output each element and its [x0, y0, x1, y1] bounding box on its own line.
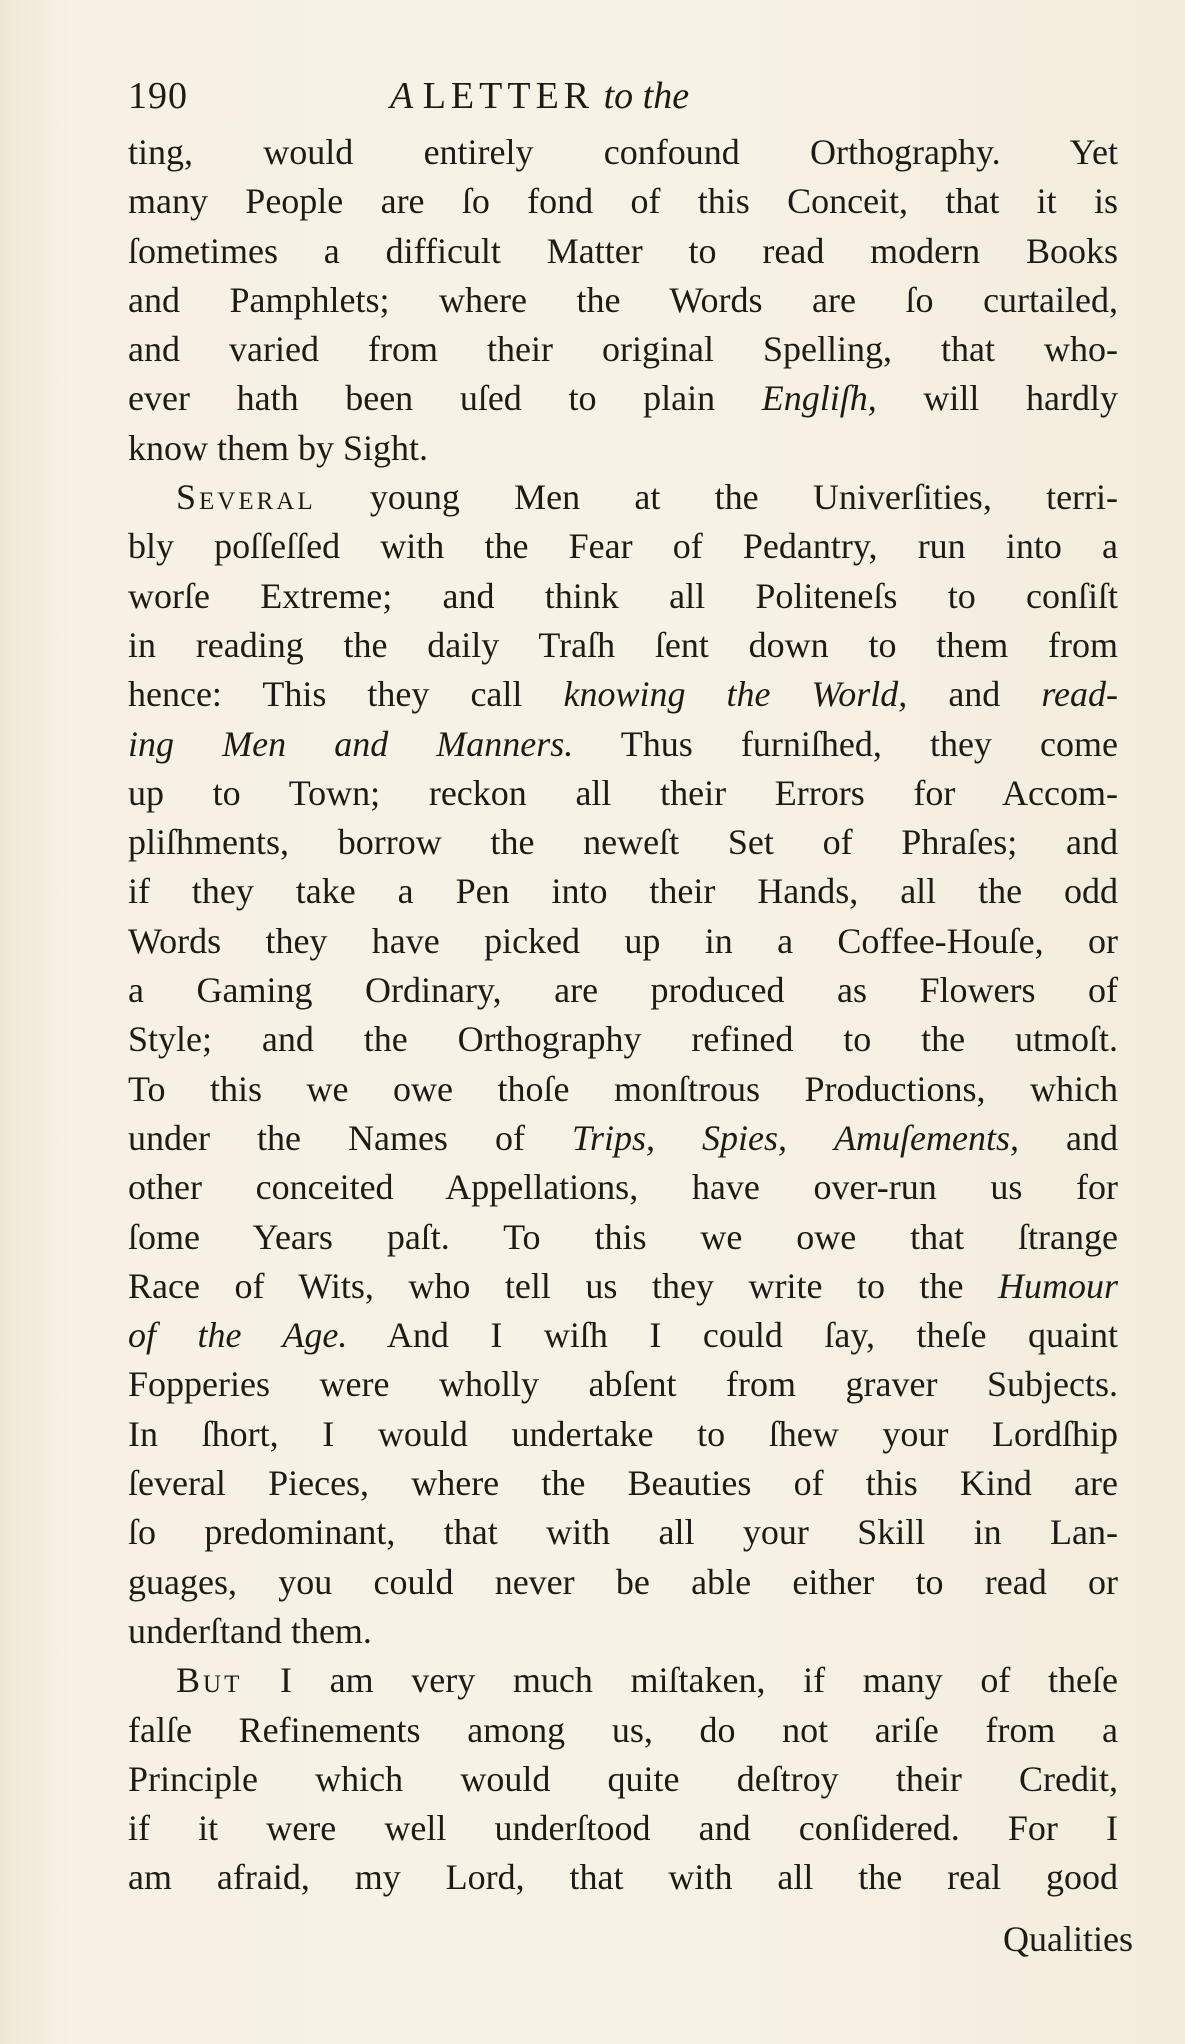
- text-line-25: [128, 1311, 1118, 1360]
- text-line-2: many People are ſo fond of this Conceit, that it is: [128, 181, 1118, 222]
- text-line-9: bly poſſeſſed with the Fear of Pedantry, run into a: [128, 526, 1118, 567]
- text-line-33: falſe Refinements among us, do not ariſe from a: [128, 1709, 1118, 1750]
- italic-trips: Trips,: [571, 1117, 656, 1158]
- running-title-letter: LETTER: [422, 75, 595, 117]
- text-line-30: guages, you could never be able either to read or: [128, 1561, 1118, 1602]
- small-caps-but: But: [176, 1660, 243, 1701]
- text-line-32a: I am very much miſtaken, if many of theſe: [280, 1660, 1118, 1701]
- text-line-6b: will hardly: [923, 378, 1118, 419]
- italic-spies: Spies,: [702, 1117, 788, 1158]
- text-line-12b: and: [948, 674, 1001, 715]
- running-title-a: A: [390, 75, 414, 117]
- text-line-32: [128, 1656, 1118, 1705]
- text-line-25a: And I wiſh I could ſay, theſe quaint: [386, 1315, 1118, 1356]
- catchword: Qualities: [1003, 1919, 1133, 1959]
- text-line-26: Fopperies were wholly abſent from graver Subjects.: [128, 1364, 1118, 1405]
- italic-knowing-world: knowing the World,: [563, 674, 908, 715]
- text-line-21a: under the Names of: [128, 1117, 525, 1158]
- text-line-24a: Race of Wits, who tell us they write to the: [128, 1265, 964, 1306]
- text-line-5: and varied from their original Spelling, that who-: [128, 329, 1118, 370]
- text-line-6a: ever hath been uſed to plain: [128, 378, 716, 419]
- text-line-7: know them by Sight.: [128, 427, 429, 468]
- text-line-13: [128, 720, 1118, 769]
- italic-of-the-age: of the Age.: [128, 1315, 348, 1356]
- page-number: 190: [128, 75, 188, 117]
- text-line-4: and Pamphlets; where the Words are ſo curtailed,: [128, 279, 1118, 320]
- text-line-15: pliſhments, borrow the neweſt Set of Phraſes; and: [128, 822, 1118, 863]
- text-line-24: [128, 1262, 1118, 1311]
- text-line-20: To this we owe thoſe monſtrous Productions, which: [128, 1068, 1118, 1109]
- text-line-8a: young Men at the Univerſities, terri-: [369, 477, 1118, 518]
- text-line-11: in reading the daily Traſh ſent down to them from: [128, 624, 1118, 665]
- text-line-10: worſe Extreme; and think all Politeneſs to conſiſt: [128, 575, 1118, 616]
- text-line-19: Style; and the Orthography refined to the utmoſt.: [128, 1019, 1118, 1060]
- running-header: [128, 64, 1128, 124]
- text-line-12a: hence: This they call: [128, 674, 523, 715]
- text-line-16: if they take a Pen into their Hands, all the odd: [128, 871, 1118, 912]
- text-line-3: ſometimes a difficult Matter to read modern Books: [128, 230, 1118, 271]
- italic-amusements: Amuſements,: [834, 1117, 1020, 1158]
- text-line-17: Words they have picked up in a Coffee-Houſe, or: [128, 920, 1118, 961]
- text-line-6: [128, 374, 1118, 423]
- text-line-18: a Gaming Ordinary, are produced as Flowers of: [128, 970, 1118, 1011]
- text-line-14: up to Town; reckon all their Errors for Accom-: [128, 772, 1118, 813]
- text-line-23: ſome Years paſt. To this we owe that ſtrange: [128, 1216, 1118, 1257]
- text-line-12: [128, 670, 1118, 719]
- small-caps-several: Several: [176, 477, 316, 518]
- running-title-to-the: to the: [603, 75, 690, 117]
- text-line-13a: Thus furniſhed, they come: [620, 723, 1118, 764]
- italic-men-manners: ing Men and Manners.: [128, 723, 574, 764]
- text-line-29: ſo predominant, that with all your Skill in Lan-: [128, 1512, 1118, 1553]
- text-line-21b: and: [1066, 1117, 1118, 1158]
- text-line-31: underſtand them.: [128, 1610, 372, 1651]
- text-line-27: In ſhort, I would undertake to ſhew your Lordſhip: [128, 1413, 1118, 1454]
- italic-english: Engliſh,: [761, 378, 877, 419]
- text-line-21: [128, 1114, 1118, 1163]
- running-title: [390, 74, 689, 118]
- text-line-22: other conceited Appellations, have over-run us for: [128, 1167, 1118, 1208]
- italic-humour: Humour: [998, 1265, 1118, 1306]
- text-line-34: Principle which would quite deſtroy their Credit,: [128, 1758, 1118, 1799]
- text-line-35: if it were well underſtood and conſidered. For I: [128, 1808, 1118, 1849]
- text-line-36: am afraid, my Lord, that with all the real good: [128, 1857, 1118, 1898]
- text-line-1: ting, would entirely confound Orthography. Yet: [128, 132, 1118, 172]
- text-line-28: ſeveral Pieces, where the Beauties of this Kind are: [128, 1463, 1118, 1504]
- italic-reading: read-: [1041, 674, 1118, 715]
- body-text: [128, 128, 1118, 1903]
- text-line-8: [128, 473, 1118, 522]
